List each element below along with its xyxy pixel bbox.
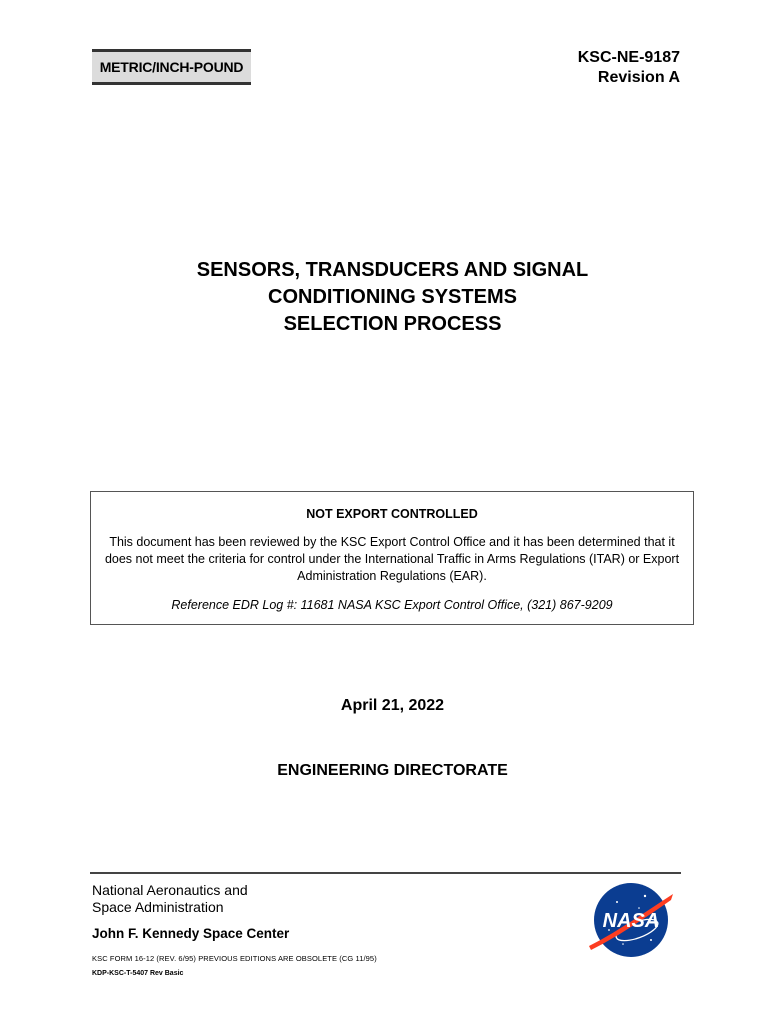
document-revision: Revision A — [597, 69, 680, 86]
center-name: John F. Kennedy Space Center — [92, 926, 290, 941]
agency-name-line-2: Space Administration — [92, 899, 224, 915]
document-number: KSC-NE-9187 — [577, 49, 680, 66]
kdp-note: KDP-KSC-T-5407 Rev Basic — [92, 970, 184, 977]
title-line-3: SELECTION PROCESS — [283, 313, 502, 335]
units-label: METRIC/INCH-POUND — [92, 49, 251, 85]
title-line-2: CONDITIONING SYSTEMS — [268, 286, 517, 308]
export-notice-reference: Reference EDR Log #: 11681 NASA KSC Export Control Office, (321) 867-9209 — [171, 598, 613, 612]
export-notice-body: This document has been reviewed by the KSC Export Control Office and it has been determined that it does not meet the criteria for control under the International Traffic in Arms Regulations (ITAR) or Export Administration Regulations (EAR). — [104, 535, 680, 583]
document-title — [0, 257, 770, 338]
export-notice-heading: NOT EXPORT CONTROLLED — [306, 507, 478, 521]
nasa-meatball-logo-icon — [587, 880, 675, 960]
logo-wordmark: NASA — [602, 910, 660, 932]
agency-name-line-1: National Aeronautics and — [92, 882, 248, 898]
directorate-name: ENGINEERING DIRECTORATE — [277, 762, 508, 779]
document-date: April 21, 2022 — [340, 697, 445, 714]
export-control-notice — [90, 491, 694, 625]
agency-name — [92, 882, 248, 916]
form-note: KSC FORM 16-12 (REV. 6/95) PREVIOUS EDITIONS ARE OBSOLETE (CG 11/95) — [92, 954, 377, 963]
footer-divider — [90, 872, 681, 874]
document-id-block — [578, 48, 680, 88]
title-line-1: SENSORS, TRANSDUCERS AND SIGNAL — [196, 259, 589, 281]
